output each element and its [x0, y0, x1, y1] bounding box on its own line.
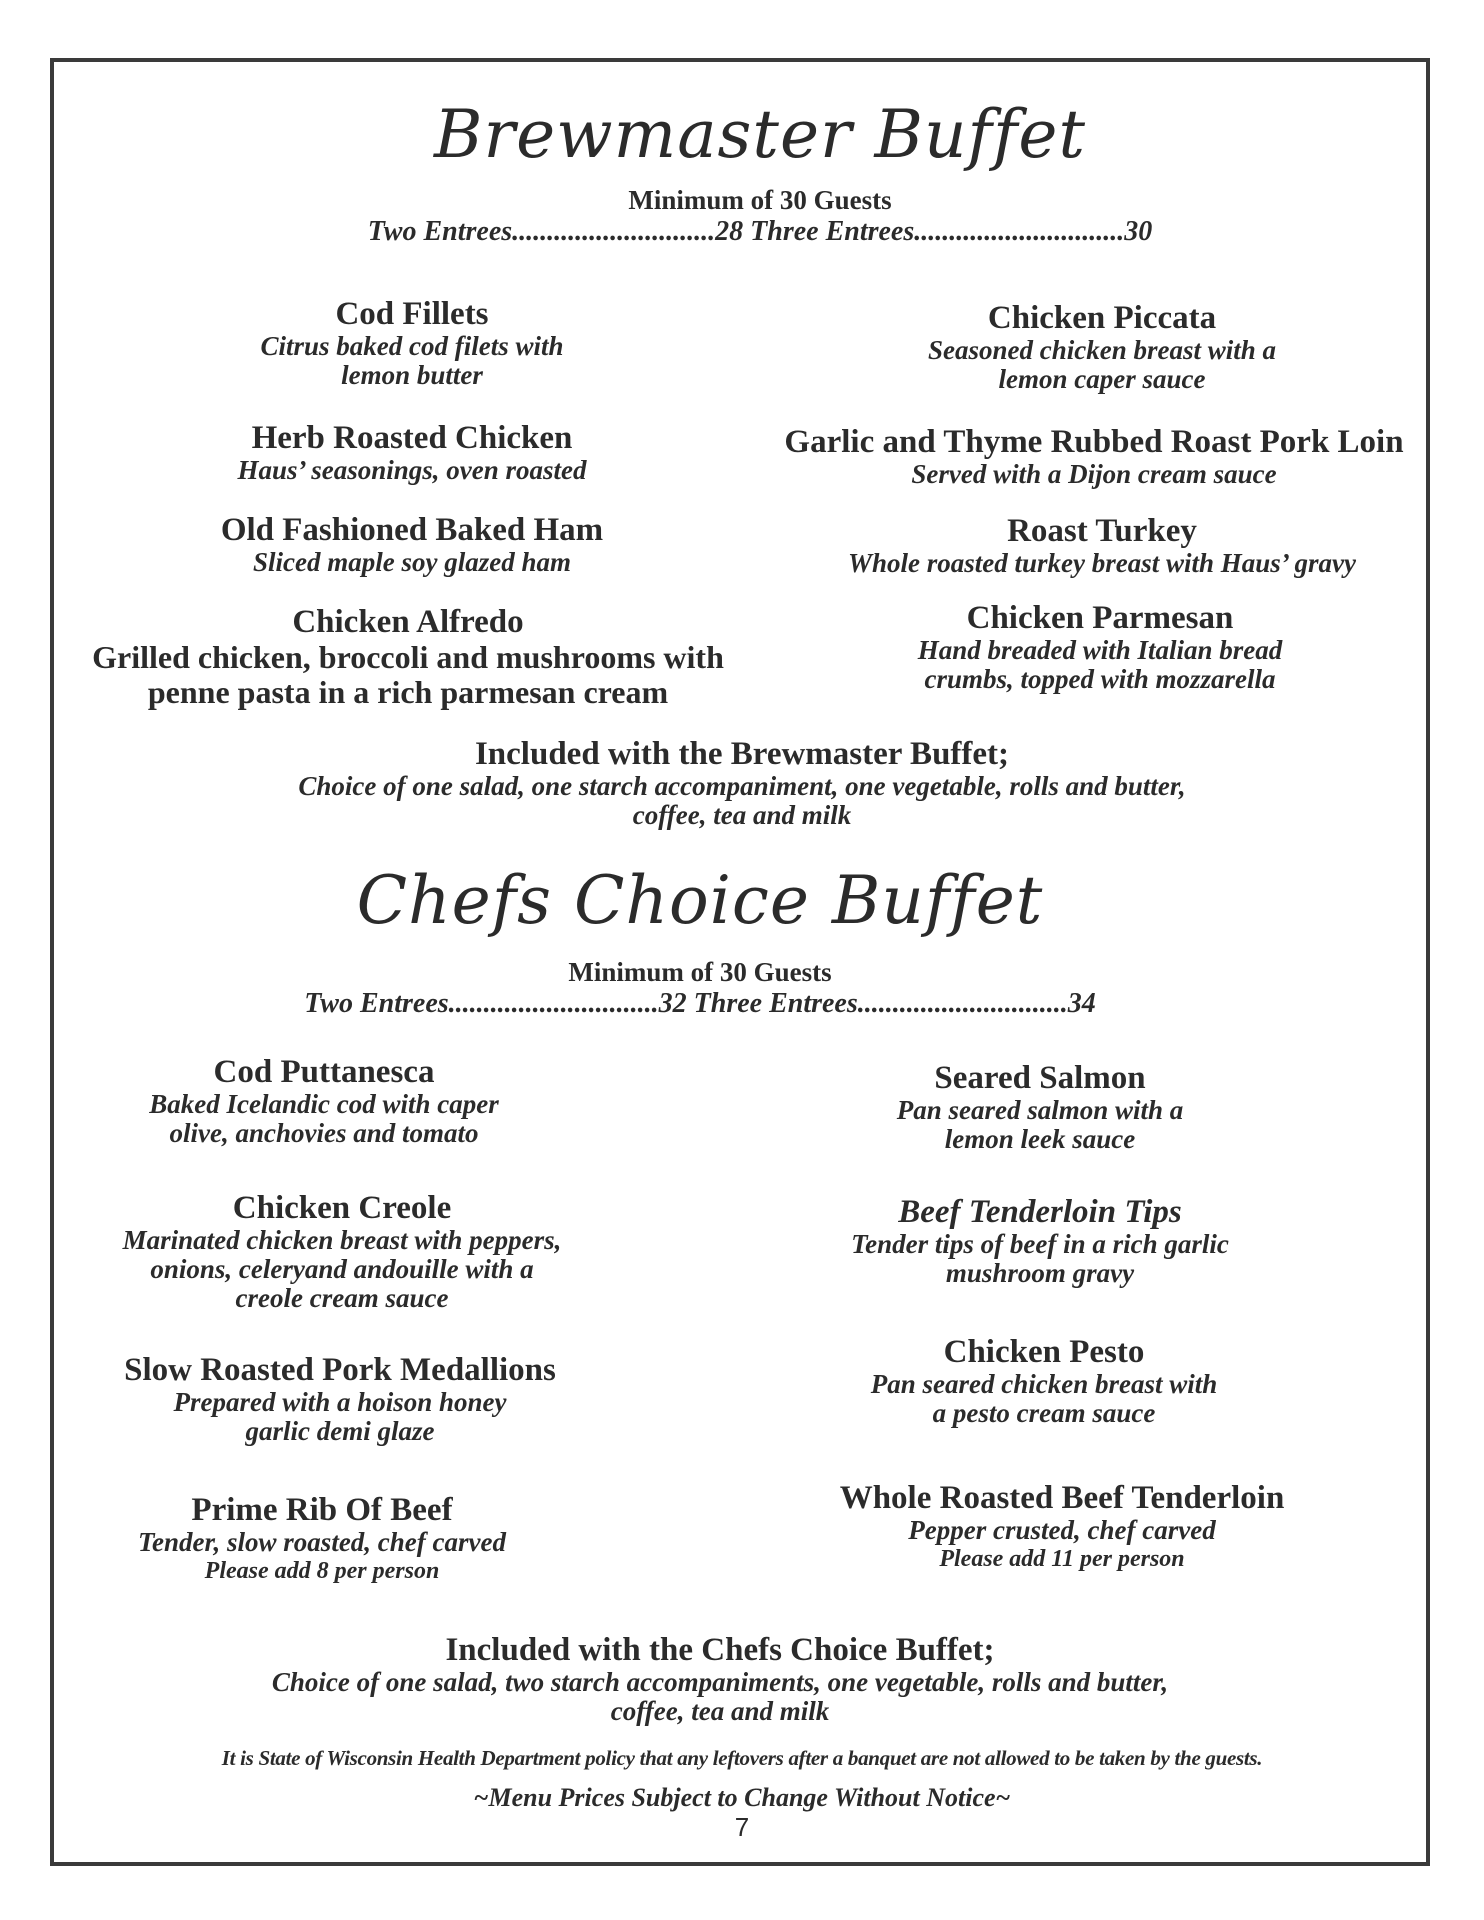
chefs-title: Chefs Choice Buffet — [356, 862, 1044, 939]
entree-chicken-parmesan — [918, 600, 1283, 694]
entree-name: Roast Turkey — [1007, 513, 1197, 549]
entree-name: Old Fashioned Baked Ham — [220, 512, 604, 548]
included-line: Choice of one salad, two starch accompaniments, one vegetable, rolls and butter, — [271, 1667, 1169, 1697]
entree-roast-turkey — [848, 513, 1356, 578]
entree-beef-tenderloin-tips — [851, 1194, 1229, 1288]
entree-name: Chicken Alfredo — [292, 604, 524, 640]
chefs-pricing-block — [304, 957, 1096, 1020]
entree-desc-line: a pesto cream sauce — [932, 1398, 1156, 1428]
included-title: Included with the Brewmaster Buffet; — [474, 736, 1010, 772]
chefs-minimum: Minimum of 30 Guests — [568, 957, 832, 987]
entree-name: Herb Roasted Chicken — [251, 420, 573, 456]
health-policy-note: It is State of Wisconsin Health Department policy that any leftovers after a banquet are not allowed to be taken by the guests. — [221, 1746, 1263, 1770]
chefs-included — [272, 1632, 1168, 1726]
included-line: coffee, tea and milk — [632, 800, 852, 830]
entree-name: Chicken Pesto — [943, 1334, 1145, 1370]
entree-desc-line: Pan seared chicken breast with — [870, 1369, 1218, 1399]
entree-desc-line: Tender, slow roasted, chef carved — [138, 1527, 506, 1557]
entree-name: Cod Puttanesca — [213, 1054, 435, 1090]
entree-chicken-piccata — [928, 300, 1276, 394]
entree-name: Chicken Creole — [232, 1190, 452, 1226]
entree-desc-line: Please add 8 per person — [204, 1558, 440, 1584]
entree-desc-line: Pepper crusted, chef carved — [908, 1515, 1216, 1545]
entree-desc-line: onions, celeryand andouille with a — [150, 1254, 534, 1284]
entree-desc-line: creole cream sauce — [235, 1283, 449, 1313]
page-number: 7 — [734, 1812, 750, 1842]
entree-cod-fillets — [260, 296, 563, 390]
entree-desc-line: Pan seared salmon with a — [896, 1095, 1184, 1125]
entree-desc-line: lemon leek sauce — [944, 1124, 1136, 1154]
included-title: Included with the Chefs Choice Buffet; — [445, 1632, 995, 1668]
entree-seared-salmon — [897, 1060, 1184, 1154]
entree-desc-line: crumbs, topped with mozzarella — [924, 664, 1276, 694]
entree-name: Prime Rib Of Beef — [191, 1492, 453, 1528]
entree-name: Slow Roasted Pork Medallions — [124, 1352, 556, 1388]
entree-name: Whole Roasted Beef Tenderloin — [839, 1480, 1285, 1516]
entree-desc-line: olive, anchovies and tomato — [169, 1118, 479, 1148]
entree-name: Chicken Piccata — [987, 300, 1217, 336]
brewmaster-included — [298, 736, 1185, 830]
entree-name: Seared Salmon — [934, 1060, 1146, 1096]
entree-name: Chicken Parmesan — [966, 600, 1234, 636]
entree-desc-line: Citrus baked cod filets with — [260, 331, 564, 361]
entree-desc-line: Tender tips of beef in a rich garlic — [851, 1229, 1229, 1259]
entree-desc-line: Hand breaded with Italian bread — [917, 635, 1283, 665]
entree-desc-line: Served with a Dijon cream sauce — [911, 459, 1277, 489]
entree-desc-line: garlic demi glaze — [245, 1416, 435, 1446]
entree-name: Cod Fillets — [335, 296, 489, 332]
prices-notice: ~Menu Prices Subject to Change Without Notice~ — [473, 1783, 1011, 1812]
included-line: coffee, tea and milk — [610, 1696, 830, 1726]
entree-desc-line: lemon butter — [341, 360, 483, 390]
entree-desc-line: Grilled chicken, broccoli and mushrooms with — [92, 639, 724, 675]
entree-roast-pork-loin — [784, 424, 1403, 489]
entree-desc-line: Haus’ seasonings, oven roasted — [237, 455, 587, 485]
entree-desc-line: Please add 11 per person — [939, 1546, 1185, 1572]
entree-pork-medallions — [124, 1352, 556, 1446]
entree-desc-line: Marinated chicken breast with peppers, — [122, 1225, 562, 1255]
brewmaster-pricing: Two Entrees.............................28 Three Entrees..............................30 — [367, 216, 1153, 247]
entree-desc-line: penne pasta in a rich parmesan cream — [147, 674, 669, 710]
entree-chicken-creole — [123, 1190, 562, 1313]
entree-baked-ham — [221, 512, 603, 577]
brewmaster-minimum: Minimum of 30 Guests — [628, 185, 892, 215]
entree-herb-roasted-chicken — [237, 420, 586, 485]
entree-desc-line: lemon caper sauce — [998, 364, 1206, 394]
footer — [222, 1746, 1263, 1843]
entree-name: Beef Tenderloin Tips — [898, 1194, 1182, 1230]
entree-name: Garlic and Thyme Rubbed Roast Pork Loin — [784, 424, 1404, 460]
chefs-pricing: Two Entrees..............................32 Three Entrees..............................34 — [304, 988, 1096, 1019]
brewmaster-header — [434, 96, 1086, 173]
brewmaster-pricing-block — [368, 185, 1153, 248]
brewmaster-title: Brewmaster Buffet — [434, 96, 1086, 173]
chefs-header — [357, 862, 1044, 939]
entree-desc-line: mushroom gravy — [945, 1258, 1135, 1288]
entree-chicken-pesto — [871, 1334, 1218, 1428]
included-line: Choice of one salad, one starch accompaniment, one vegetable, rolls and butter, — [298, 771, 1186, 801]
entree-desc-line: Whole roasted turkey breast with Haus’ gravy — [847, 548, 1357, 578]
entree-desc-line: Sliced maple soy glazed ham — [253, 547, 571, 577]
entree-whole-beef-tenderloin — [840, 1480, 1285, 1574]
entree-chicken-alfredo — [92, 604, 724, 710]
entree-desc-line: Prepared with a hoison honey — [173, 1387, 507, 1417]
entree-cod-puttanesca — [149, 1054, 498, 1148]
entree-desc-line: Baked Icelandic cod with caper — [149, 1089, 499, 1119]
entree-prime-rib — [138, 1492, 506, 1586]
entree-desc-line: Seasoned chicken breast with a — [927, 335, 1277, 365]
